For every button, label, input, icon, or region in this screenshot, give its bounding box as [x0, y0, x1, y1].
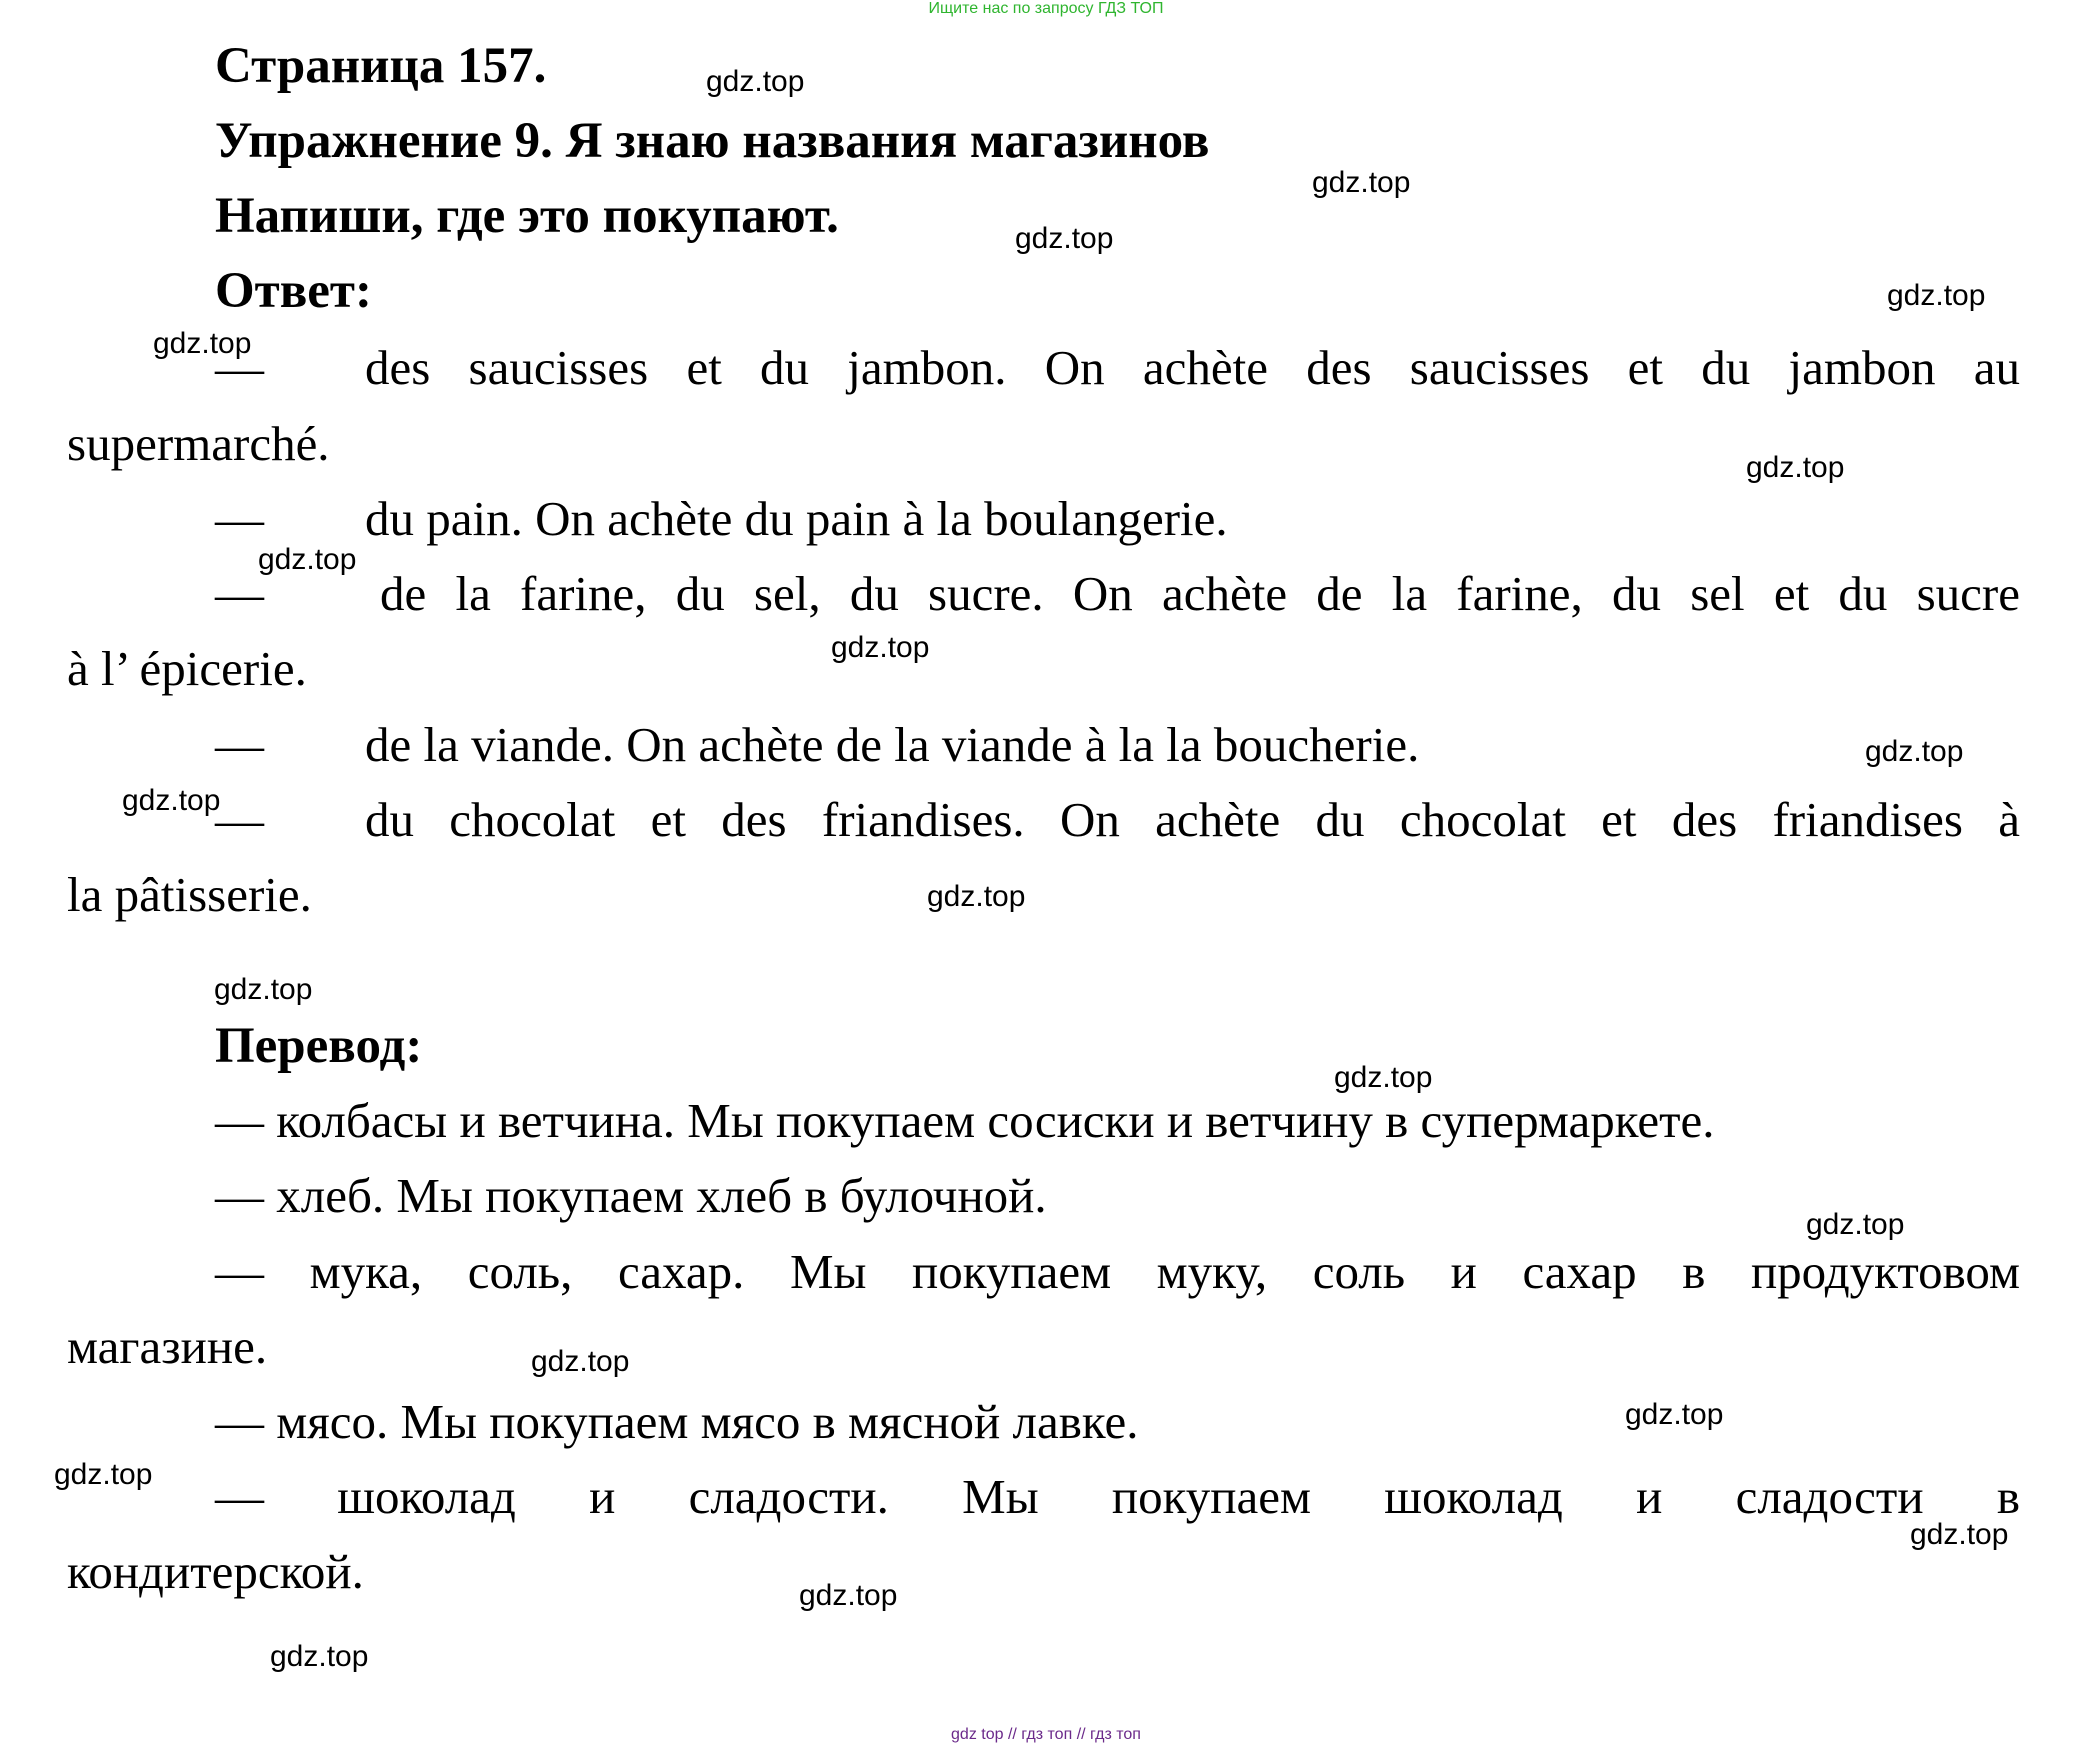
- answer-5-line: du chocolat et des friandises. On achète du chocolat et des friandises à: [365, 792, 2020, 847]
- translation-1: — колбасы и ветчина. Мы покупаем сосиски и ветчину в супермаркете.: [215, 1093, 1715, 1148]
- answer-1-dash: —: [215, 340, 264, 395]
- bottom-banner[interactable]: gdz top // гдз топ // гдз топ: [951, 1726, 1141, 1743]
- task-text: Напиши, где это покупают.: [215, 188, 839, 244]
- watermark: gdz.top: [1312, 166, 1411, 199]
- watermark: gdz.top: [799, 1579, 898, 1612]
- answer-1-line: des saucisses et du jambon. On achète des saucisses et du jambon au: [365, 340, 2020, 395]
- answer-2-dash: —: [215, 491, 264, 546]
- translation-3: — мука, соль, сахар. Мы покупаем муку, соль и сахар в продуктовом: [215, 1244, 2020, 1299]
- watermark: gdz.top: [531, 1345, 630, 1378]
- top-banner[interactable]: Ищите нас по запросу ГДЗ ТОП: [928, 0, 1164, 17]
- translation-4: — мясо. Мы покупаем мясо в мясной лавке.: [215, 1394, 1139, 1449]
- answer-4-line: de la viande. On achète de la viande à la la boucherie.: [365, 717, 1420, 772]
- watermark: gdz.top: [1887, 279, 1986, 312]
- answer-5-dash: —: [215, 792, 264, 847]
- page-title: Страница 157.: [215, 38, 547, 94]
- watermark: gdz.top: [1015, 222, 1114, 255]
- watermark: gdz.top: [1865, 735, 1964, 768]
- translation-3-continuation: магазине.: [67, 1319, 268, 1374]
- translation-2: — хлеб. Мы покупаем хлеб в булочной.: [215, 1168, 1047, 1223]
- watermark: gdz.top: [1910, 1518, 2009, 1551]
- watermark: gdz.top: [927, 880, 1026, 913]
- watermark: gdz.top: [1334, 1061, 1433, 1094]
- translation-5: — шоколад и сладости. Мы покупаем шоколад и сладости в: [215, 1469, 2020, 1524]
- watermark: gdz.top: [1806, 1208, 1905, 1241]
- answer-3-line: de la farine, du sel, du sucre. On achète de la farine, du sel et du sucre: [380, 566, 2020, 621]
- answer-2-line: du pain. On achète du pain à la boulangerie.: [365, 491, 1228, 546]
- watermark: gdz.top: [214, 973, 313, 1006]
- watermark: gdz.top: [831, 631, 930, 664]
- watermark: gdz.top: [1625, 1398, 1724, 1431]
- answer-3-dash: —: [215, 566, 264, 621]
- watermark: gdz.top: [706, 65, 805, 98]
- watermark: gdz.top: [54, 1458, 153, 1491]
- answer-label: Ответ:: [215, 263, 372, 319]
- answer-4-dash: —: [215, 717, 264, 772]
- watermark: gdz.top: [270, 1640, 369, 1673]
- watermark: gdz.top: [153, 327, 252, 360]
- translation-label: Перевод:: [215, 1018, 423, 1074]
- watermark: gdz.top: [1746, 451, 1845, 484]
- watermark: gdz.top: [258, 543, 357, 576]
- answer-3-continuation: à l’ épicerie.: [67, 641, 307, 696]
- exercise-title: Упражнение 9. Я знаю названия магазинов: [215, 113, 1210, 169]
- answer-5-continuation: la pâtisserie.: [67, 867, 312, 922]
- answer-1-continuation: supermarché.: [67, 416, 330, 471]
- watermark: gdz.top: [122, 784, 221, 817]
- translation-5-continuation: кондитерской.: [67, 1544, 364, 1599]
